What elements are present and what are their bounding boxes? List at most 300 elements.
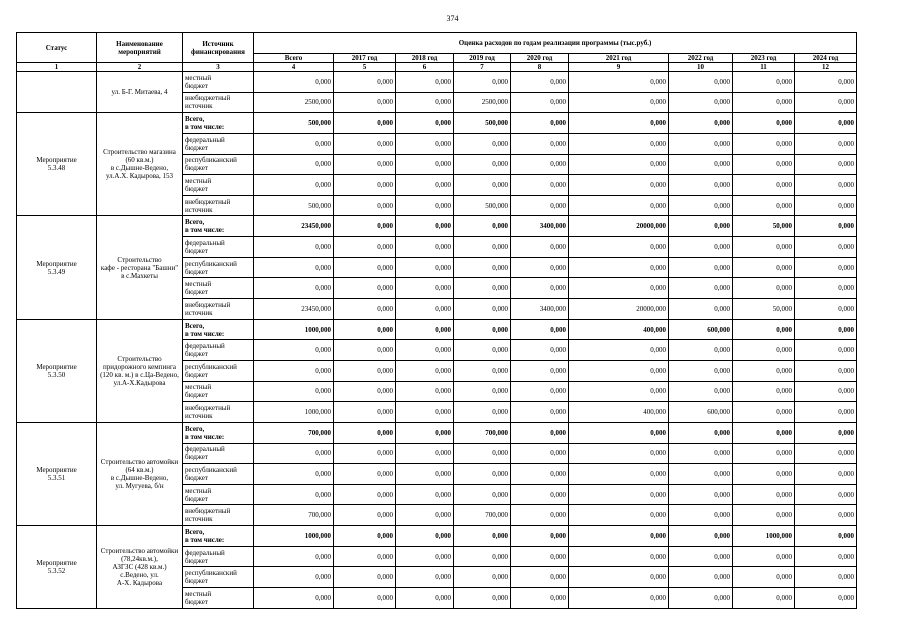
value-cell: 500,000 bbox=[254, 113, 334, 134]
value-cell: 0,000 bbox=[334, 237, 396, 258]
value-cell: 0,000 bbox=[795, 402, 857, 423]
value-cell: 50,000 bbox=[733, 299, 795, 320]
value-cell: 0,000 bbox=[733, 237, 795, 258]
funding-source-cell: местный бюджет bbox=[183, 588, 254, 609]
value-cell: 0,000 bbox=[254, 278, 334, 299]
value-cell: 0,000 bbox=[569, 484, 669, 505]
value-cell: 0,000 bbox=[454, 319, 511, 340]
value-cell: 0,000 bbox=[334, 381, 396, 402]
status-cell: Мероприятие 5.3.49 bbox=[17, 216, 97, 319]
header-year-8: 2024 год bbox=[795, 54, 857, 63]
header-year-6: 2022 год bbox=[669, 54, 733, 63]
value-cell: 2500,000 bbox=[454, 92, 511, 113]
value-cell: 0,000 bbox=[254, 257, 334, 278]
header-column-number: 5 bbox=[334, 63, 396, 72]
value-cell: 0,000 bbox=[396, 422, 454, 443]
value-cell: 2500,000 bbox=[254, 92, 334, 113]
activity-name-cell: Строительство автомойки (64 кв.м.) в с.Дышне-Ведено, ул. Мугуева, б/н bbox=[97, 422, 183, 525]
header-year-1: 2017 год bbox=[334, 54, 396, 63]
header-column-number: 10 bbox=[669, 63, 733, 72]
header-column-number: 7 bbox=[454, 63, 511, 72]
value-cell: 0,000 bbox=[669, 526, 733, 547]
header-status: Статус bbox=[17, 33, 97, 63]
activity-name-cell: Строительство кафе - ресторана "Башни" в с.Махкеты bbox=[97, 216, 183, 319]
value-cell: 0,000 bbox=[669, 381, 733, 402]
activity-name-cell: Строительство автомойки (78,24кв.м.), АЗГЗС (428 кв.м.) с.Ведено, ул. А-Х. Кадырова bbox=[97, 526, 183, 609]
value-cell: 0,000 bbox=[669, 237, 733, 258]
value-cell: 0,000 bbox=[669, 257, 733, 278]
value-cell: 0,000 bbox=[795, 133, 857, 154]
value-cell: 0,000 bbox=[795, 567, 857, 588]
value-cell: 0,000 bbox=[254, 175, 334, 196]
value-cell: 0,000 bbox=[454, 443, 511, 464]
value-cell: 0,000 bbox=[511, 113, 569, 134]
value-cell: 0,000 bbox=[733, 154, 795, 175]
status-cell: Мероприятие 5.3.50 bbox=[17, 319, 97, 422]
value-cell: 0,000 bbox=[334, 299, 396, 320]
value-cell: 0,000 bbox=[334, 175, 396, 196]
value-cell: 0,000 bbox=[396, 278, 454, 299]
value-cell: 1000,000 bbox=[733, 526, 795, 547]
value-cell: 0,000 bbox=[511, 381, 569, 402]
value-cell: 20000,000 bbox=[569, 216, 669, 237]
value-cell: 0,000 bbox=[334, 360, 396, 381]
value-cell: 0,000 bbox=[733, 92, 795, 113]
funding-source-cell: местный бюджет bbox=[183, 72, 254, 93]
value-cell: 0,000 bbox=[334, 154, 396, 175]
value-cell: 600,000 bbox=[669, 319, 733, 340]
value-cell: 0,000 bbox=[733, 257, 795, 278]
value-cell: 0,000 bbox=[669, 422, 733, 443]
value-cell: 0,000 bbox=[569, 113, 669, 134]
value-cell: 0,000 bbox=[254, 133, 334, 154]
value-cell: 0,000 bbox=[254, 381, 334, 402]
value-cell: 0,000 bbox=[569, 588, 669, 609]
value-cell: 0,000 bbox=[795, 588, 857, 609]
value-cell: 0,000 bbox=[569, 526, 669, 547]
value-cell: 0,000 bbox=[511, 237, 569, 258]
value-cell: 0,000 bbox=[334, 464, 396, 485]
value-cell: 400,000 bbox=[569, 319, 669, 340]
value-cell: 0,000 bbox=[454, 257, 511, 278]
value-cell: 0,000 bbox=[396, 381, 454, 402]
value-cell: 0,000 bbox=[334, 546, 396, 567]
header-year-5: 2021 год bbox=[569, 54, 669, 63]
header-year-0: Всего bbox=[254, 54, 334, 63]
value-cell: 0,000 bbox=[396, 464, 454, 485]
value-cell: 0,000 bbox=[569, 257, 669, 278]
value-cell: 0,000 bbox=[334, 340, 396, 361]
value-cell: 0,000 bbox=[334, 195, 396, 216]
value-cell: 0,000 bbox=[454, 216, 511, 237]
value-cell: 0,000 bbox=[795, 340, 857, 361]
value-cell: 0,000 bbox=[396, 567, 454, 588]
value-cell: 0,000 bbox=[733, 505, 795, 526]
value-cell: 0,000 bbox=[511, 546, 569, 567]
value-cell: 0,000 bbox=[254, 567, 334, 588]
activity-name-cell: Строительство магазина (60 кв.м.) в с.Дышне-Ведено, ул.А.Х. Кадырова, 153 bbox=[97, 113, 183, 216]
funding-source-cell: Всего, в том числе: bbox=[183, 319, 254, 340]
value-cell: 0,000 bbox=[669, 278, 733, 299]
value-cell: 0,000 bbox=[569, 133, 669, 154]
value-cell: 0,000 bbox=[396, 133, 454, 154]
header-year-7: 2023 год bbox=[733, 54, 795, 63]
value-cell: 0,000 bbox=[733, 381, 795, 402]
value-cell: 0,000 bbox=[334, 567, 396, 588]
value-cell: 0,000 bbox=[396, 113, 454, 134]
value-cell: 0,000 bbox=[733, 567, 795, 588]
funding-source-cell: внебюджетный источник bbox=[183, 195, 254, 216]
value-cell: 0,000 bbox=[454, 588, 511, 609]
header-column-number: 8 bbox=[511, 63, 569, 72]
value-cell: 0,000 bbox=[569, 154, 669, 175]
value-cell: 0,000 bbox=[669, 464, 733, 485]
value-cell: 0,000 bbox=[669, 216, 733, 237]
value-cell: 0,000 bbox=[396, 402, 454, 423]
value-cell: 0,000 bbox=[733, 360, 795, 381]
value-cell: 0,000 bbox=[569, 340, 669, 361]
value-cell: 0,000 bbox=[569, 546, 669, 567]
value-cell: 0,000 bbox=[795, 175, 857, 196]
funding-source-cell: местный бюджет bbox=[183, 381, 254, 402]
table-row bbox=[17, 319, 857, 340]
value-cell: 23450,000 bbox=[254, 216, 334, 237]
value-cell: 0,000 bbox=[569, 237, 669, 258]
value-cell: 0,000 bbox=[396, 216, 454, 237]
value-cell: 1000,000 bbox=[254, 526, 334, 547]
value-cell: 0,000 bbox=[396, 319, 454, 340]
value-cell: 0,000 bbox=[334, 216, 396, 237]
value-cell: 0,000 bbox=[795, 360, 857, 381]
value-cell: 0,000 bbox=[733, 340, 795, 361]
value-cell: 0,000 bbox=[669, 567, 733, 588]
value-cell: 0,000 bbox=[511, 72, 569, 93]
value-cell: 0,000 bbox=[795, 422, 857, 443]
value-cell: 0,000 bbox=[795, 92, 857, 113]
value-cell: 0,000 bbox=[733, 484, 795, 505]
header-column-number: 12 bbox=[795, 63, 857, 72]
value-cell: 0,000 bbox=[454, 484, 511, 505]
value-cell: 20000,000 bbox=[569, 299, 669, 320]
value-cell: 700,000 bbox=[254, 505, 334, 526]
funding-source-cell: республиканский бюджет bbox=[183, 567, 254, 588]
value-cell: 0,000 bbox=[454, 546, 511, 567]
value-cell: 0,000 bbox=[511, 278, 569, 299]
value-cell: 0,000 bbox=[511, 175, 569, 196]
value-cell: 0,000 bbox=[569, 464, 669, 485]
value-cell: 700,000 bbox=[254, 422, 334, 443]
value-cell: 500,000 bbox=[454, 113, 511, 134]
value-cell: 0,000 bbox=[733, 319, 795, 340]
value-cell: 0,000 bbox=[254, 588, 334, 609]
value-cell: 0,000 bbox=[795, 505, 857, 526]
value-cell: 0,000 bbox=[454, 237, 511, 258]
value-cell: 0,000 bbox=[334, 92, 396, 113]
value-cell: 0,000 bbox=[396, 257, 454, 278]
funding-source-cell: Всего, в том числе: bbox=[183, 526, 254, 547]
value-cell: 0,000 bbox=[733, 422, 795, 443]
value-cell: 0,000 bbox=[669, 484, 733, 505]
value-cell: 0,000 bbox=[511, 360, 569, 381]
value-cell: 0,000 bbox=[795, 154, 857, 175]
value-cell: 0,000 bbox=[669, 588, 733, 609]
funding-source-cell: федеральный бюджет bbox=[183, 340, 254, 361]
value-cell: 0,000 bbox=[795, 257, 857, 278]
funding-source-cell: республиканский бюджет bbox=[183, 154, 254, 175]
value-cell: 0,000 bbox=[569, 422, 669, 443]
value-cell: 0,000 bbox=[569, 505, 669, 526]
header-source: Источник финансирования bbox=[183, 33, 254, 63]
value-cell: 3400,000 bbox=[511, 299, 569, 320]
funding-source-cell: Всего, в том числе: bbox=[183, 216, 254, 237]
value-cell: 0,000 bbox=[454, 154, 511, 175]
value-cell: 0,000 bbox=[795, 216, 857, 237]
value-cell: 0,000 bbox=[669, 443, 733, 464]
header-column-number: 1 bbox=[17, 63, 97, 72]
funding-source-cell: Всего, в том числе: bbox=[183, 422, 254, 443]
value-cell: 0,000 bbox=[396, 360, 454, 381]
value-cell: 0,000 bbox=[569, 72, 669, 93]
status-cell: Мероприятие 5.3.52 bbox=[17, 526, 97, 609]
value-cell: 600,000 bbox=[669, 402, 733, 423]
value-cell: 0,000 bbox=[254, 154, 334, 175]
value-cell: 700,000 bbox=[454, 422, 511, 443]
value-cell: 0,000 bbox=[254, 464, 334, 485]
value-cell: 0,000 bbox=[454, 175, 511, 196]
value-cell: 0,000 bbox=[669, 360, 733, 381]
value-cell: 0,000 bbox=[795, 237, 857, 258]
value-cell: 0,000 bbox=[669, 92, 733, 113]
activity-name-cell: Строительство придорожного кемпинга (120 кв. м.) в с.Ца-Ведено, ул.А-Х.Кадырова bbox=[97, 319, 183, 422]
value-cell: 0,000 bbox=[454, 340, 511, 361]
value-cell: 0,000 bbox=[795, 299, 857, 320]
value-cell: 0,000 bbox=[569, 92, 669, 113]
funding-source-cell: республиканский бюджет bbox=[183, 257, 254, 278]
value-cell: 0,000 bbox=[733, 546, 795, 567]
value-cell: 0,000 bbox=[454, 464, 511, 485]
value-cell: 0,000 bbox=[511, 484, 569, 505]
header-column-number: 11 bbox=[733, 63, 795, 72]
value-cell: 0,000 bbox=[334, 505, 396, 526]
value-cell: 0,000 bbox=[669, 505, 733, 526]
value-cell: 0,000 bbox=[795, 546, 857, 567]
header-estimate: Оценка расходов по годам реализации программы (тыс.руб.) bbox=[254, 33, 857, 54]
value-cell: 0,000 bbox=[511, 464, 569, 485]
value-cell: 0,000 bbox=[669, 340, 733, 361]
value-cell: 0,000 bbox=[511, 443, 569, 464]
value-cell: 0,000 bbox=[511, 402, 569, 423]
value-cell: 0,000 bbox=[334, 133, 396, 154]
value-cell: 700,000 bbox=[454, 505, 511, 526]
value-cell: 0,000 bbox=[334, 113, 396, 134]
value-cell: 400,000 bbox=[569, 402, 669, 423]
value-cell: 0,000 bbox=[511, 92, 569, 113]
value-cell: 0,000 bbox=[396, 505, 454, 526]
header-column-number: 6 bbox=[396, 63, 454, 72]
funding-source-cell: республиканский бюджет bbox=[183, 360, 254, 381]
value-cell: 0,000 bbox=[254, 360, 334, 381]
value-cell: 0,000 bbox=[669, 113, 733, 134]
value-cell: 0,000 bbox=[254, 484, 334, 505]
value-cell: 0,000 bbox=[334, 443, 396, 464]
status-cell: Мероприятие 5.3.51 bbox=[17, 422, 97, 525]
status-cell bbox=[17, 72, 97, 113]
value-cell: 3400,000 bbox=[511, 216, 569, 237]
value-cell: 0,000 bbox=[733, 113, 795, 134]
value-cell: 0,000 bbox=[795, 484, 857, 505]
header-year-4: 2020 год bbox=[511, 54, 569, 63]
expense-table bbox=[16, 32, 857, 609]
value-cell: 0,000 bbox=[669, 195, 733, 216]
value-cell: 0,000 bbox=[669, 546, 733, 567]
value-cell: 0,000 bbox=[795, 195, 857, 216]
value-cell: 0,000 bbox=[396, 175, 454, 196]
value-cell: 0,000 bbox=[733, 588, 795, 609]
header-column-number: 9 bbox=[569, 63, 669, 72]
value-cell: 0,000 bbox=[733, 278, 795, 299]
funding-source-cell: федеральный бюджет bbox=[183, 443, 254, 464]
value-cell: 0,000 bbox=[334, 72, 396, 93]
value-cell: 0,000 bbox=[669, 72, 733, 93]
value-cell: 0,000 bbox=[669, 154, 733, 175]
value-cell: 0,000 bbox=[511, 154, 569, 175]
value-cell: 23450,000 bbox=[254, 299, 334, 320]
value-cell: 0,000 bbox=[454, 381, 511, 402]
funding-source-cell: федеральный бюджет bbox=[183, 546, 254, 567]
value-cell: 1000,000 bbox=[254, 319, 334, 340]
value-cell: 0,000 bbox=[669, 133, 733, 154]
value-cell: 0,000 bbox=[511, 526, 569, 547]
funding-source-cell: местный бюджет bbox=[183, 484, 254, 505]
value-cell: 0,000 bbox=[396, 443, 454, 464]
header-year-3: 2019 год bbox=[454, 54, 511, 63]
value-cell: 0,000 bbox=[396, 72, 454, 93]
header-year-2: 2018 год bbox=[396, 54, 454, 63]
value-cell: 0,000 bbox=[569, 360, 669, 381]
value-cell: 0,000 bbox=[795, 443, 857, 464]
value-cell: 0,000 bbox=[569, 195, 669, 216]
funding-source-cell: местный бюджет bbox=[183, 175, 254, 196]
value-cell: 0,000 bbox=[254, 237, 334, 258]
value-cell: 0,000 bbox=[795, 381, 857, 402]
value-cell: 0,000 bbox=[334, 257, 396, 278]
value-cell: 0,000 bbox=[795, 526, 857, 547]
header-column-number: 4 bbox=[254, 63, 334, 72]
value-cell: 0,000 bbox=[254, 72, 334, 93]
value-cell: 0,000 bbox=[454, 278, 511, 299]
value-cell: 0,000 bbox=[795, 113, 857, 134]
value-cell: 0,000 bbox=[334, 526, 396, 547]
value-cell: 0,000 bbox=[454, 402, 511, 423]
value-cell: 0,000 bbox=[396, 588, 454, 609]
funding-source-cell: федеральный бюджет bbox=[183, 237, 254, 258]
value-cell: 0,000 bbox=[396, 237, 454, 258]
value-cell: 0,000 bbox=[334, 484, 396, 505]
value-cell: 0,000 bbox=[795, 464, 857, 485]
value-cell: 0,000 bbox=[733, 133, 795, 154]
table-row bbox=[17, 526, 857, 547]
value-cell: 0,000 bbox=[334, 319, 396, 340]
value-cell: 0,000 bbox=[511, 133, 569, 154]
value-cell: 0,000 bbox=[454, 360, 511, 381]
value-cell: 0,000 bbox=[733, 402, 795, 423]
header-column-number: 3 bbox=[183, 63, 254, 72]
value-cell: 0,000 bbox=[733, 72, 795, 93]
value-cell: 0,000 bbox=[334, 588, 396, 609]
value-cell: 500,000 bbox=[254, 195, 334, 216]
value-cell: 50,000 bbox=[733, 216, 795, 237]
header-name: Наименование мероприятий bbox=[97, 33, 183, 63]
funding-source-cell: внебюджетный источник bbox=[183, 299, 254, 320]
value-cell: 0,000 bbox=[795, 72, 857, 93]
value-cell: 0,000 bbox=[254, 340, 334, 361]
funding-source-cell: республиканский бюджет bbox=[183, 464, 254, 485]
value-cell: 0,000 bbox=[396, 299, 454, 320]
value-cell: 0,000 bbox=[396, 546, 454, 567]
value-cell: 0,000 bbox=[795, 319, 857, 340]
value-cell: 0,000 bbox=[334, 402, 396, 423]
funding-source-cell: внебюджетный источник bbox=[183, 92, 254, 113]
value-cell: 0,000 bbox=[396, 526, 454, 547]
value-cell: 0,000 bbox=[511, 567, 569, 588]
value-cell: 0,000 bbox=[511, 319, 569, 340]
value-cell: 500,000 bbox=[454, 195, 511, 216]
value-cell: 0,000 bbox=[254, 443, 334, 464]
value-cell: 0,000 bbox=[334, 422, 396, 443]
header-column-number: 2 bbox=[97, 63, 183, 72]
value-cell: 0,000 bbox=[396, 92, 454, 113]
funding-source-cell: Всего, в том числе: bbox=[183, 113, 254, 134]
value-cell: 0,000 bbox=[254, 546, 334, 567]
funding-source-cell: федеральный бюджет bbox=[183, 133, 254, 154]
table-row bbox=[17, 216, 857, 237]
value-cell: 0,000 bbox=[569, 175, 669, 196]
table-row bbox=[17, 422, 857, 443]
value-cell: 0,000 bbox=[396, 484, 454, 505]
value-cell: 1000,000 bbox=[254, 402, 334, 423]
value-cell: 0,000 bbox=[569, 567, 669, 588]
funding-source-cell: внебюджетный источник bbox=[183, 505, 254, 526]
value-cell: 0,000 bbox=[396, 195, 454, 216]
value-cell: 0,000 bbox=[569, 443, 669, 464]
funding-source-cell: внебюджетный источник bbox=[183, 402, 254, 423]
value-cell: 0,000 bbox=[733, 195, 795, 216]
status-cell: Мероприятие 5.3.48 bbox=[17, 113, 97, 216]
value-cell: 0,000 bbox=[334, 278, 396, 299]
value-cell: 0,000 bbox=[396, 340, 454, 361]
value-cell: 0,000 bbox=[569, 381, 669, 402]
activity-name-cell: ул. Б-Г. Митаева, 4 bbox=[97, 72, 183, 113]
value-cell: 0,000 bbox=[733, 464, 795, 485]
value-cell: 0,000 bbox=[454, 567, 511, 588]
value-cell: 0,000 bbox=[733, 175, 795, 196]
funding-source-cell: местный бюджет bbox=[183, 278, 254, 299]
value-cell: 0,000 bbox=[569, 278, 669, 299]
value-cell: 0,000 bbox=[511, 340, 569, 361]
table-row bbox=[17, 72, 857, 93]
value-cell: 0,000 bbox=[396, 154, 454, 175]
value-cell: 0,000 bbox=[511, 195, 569, 216]
value-cell: 0,000 bbox=[733, 443, 795, 464]
value-cell: 0,000 bbox=[511, 257, 569, 278]
value-cell: 0,000 bbox=[511, 505, 569, 526]
value-cell: 0,000 bbox=[454, 133, 511, 154]
value-cell: 0,000 bbox=[795, 278, 857, 299]
page-number: 374 bbox=[446, 14, 459, 23]
value-cell: 0,000 bbox=[454, 299, 511, 320]
value-cell: 0,000 bbox=[669, 175, 733, 196]
value-cell: 0,000 bbox=[511, 422, 569, 443]
